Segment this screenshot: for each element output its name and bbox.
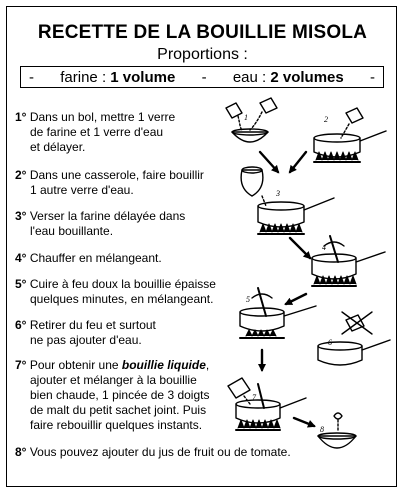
step-7: 7° Pour obtenir une bouillie liquide, ajouter et mélanger à la bouillie bien chaude, 1 pincée de 3 doigts de malt du petit sachet joint. Puis faire rebouillir quelques instants. <box>15 358 210 432</box>
proportions-heading: Proportions : <box>157 46 248 63</box>
step-8: 8° Vous pouvez ajouter du jus de fruit ou de tomate. <box>15 445 291 459</box>
eau-proportion: eau : 2 volumes <box>232 68 344 86</box>
proportions-dash: - <box>29 68 34 86</box>
illustration-label-4: 4 <box>322 243 326 252</box>
step-4: 4° Chauffer en mélangeant. <box>15 251 162 265</box>
illustration-label-5: 5 <box>246 295 250 304</box>
farine-proportion: farine : 1 volume <box>60 68 176 86</box>
illustration-label-8: 8 <box>320 425 324 434</box>
add-malt-illustration <box>228 378 306 430</box>
bowl-glasses-illustration <box>226 98 277 142</box>
illustration-label-3: 3 <box>276 189 280 198</box>
pour-mix-illustration <box>241 167 334 234</box>
proportions-dash: - <box>369 68 375 86</box>
illustration-label-2: 2 <box>324 115 328 124</box>
step-2: 2° Dans une casserole, faire bouillir 1 autre verre d'eau. <box>15 168 204 197</box>
recipe-title: RECETTE DE LA BOUILLIE MISOLA <box>37 22 368 43</box>
step-5: 5° Cuire à feu doux la bouillie épaisse quelques minutes, en mélangeant. <box>15 277 216 306</box>
illustration-label-1: 1 <box>244 113 248 122</box>
illustration-label-7: 7 <box>252 393 256 402</box>
proportions-dash: - <box>201 68 207 86</box>
step-1: 1° Dans un bol, mettre 1 verre de farine et 1 verre d'eau et délayer. <box>15 110 176 154</box>
illustration-label-6: 6 <box>328 338 332 347</box>
step-6: 6° Retirer du feu et surtout ne pas ajouter d'eau. <box>15 318 156 347</box>
step-3: 3° Verser la farine délayée dans l'eau bouillante. <box>15 209 186 238</box>
